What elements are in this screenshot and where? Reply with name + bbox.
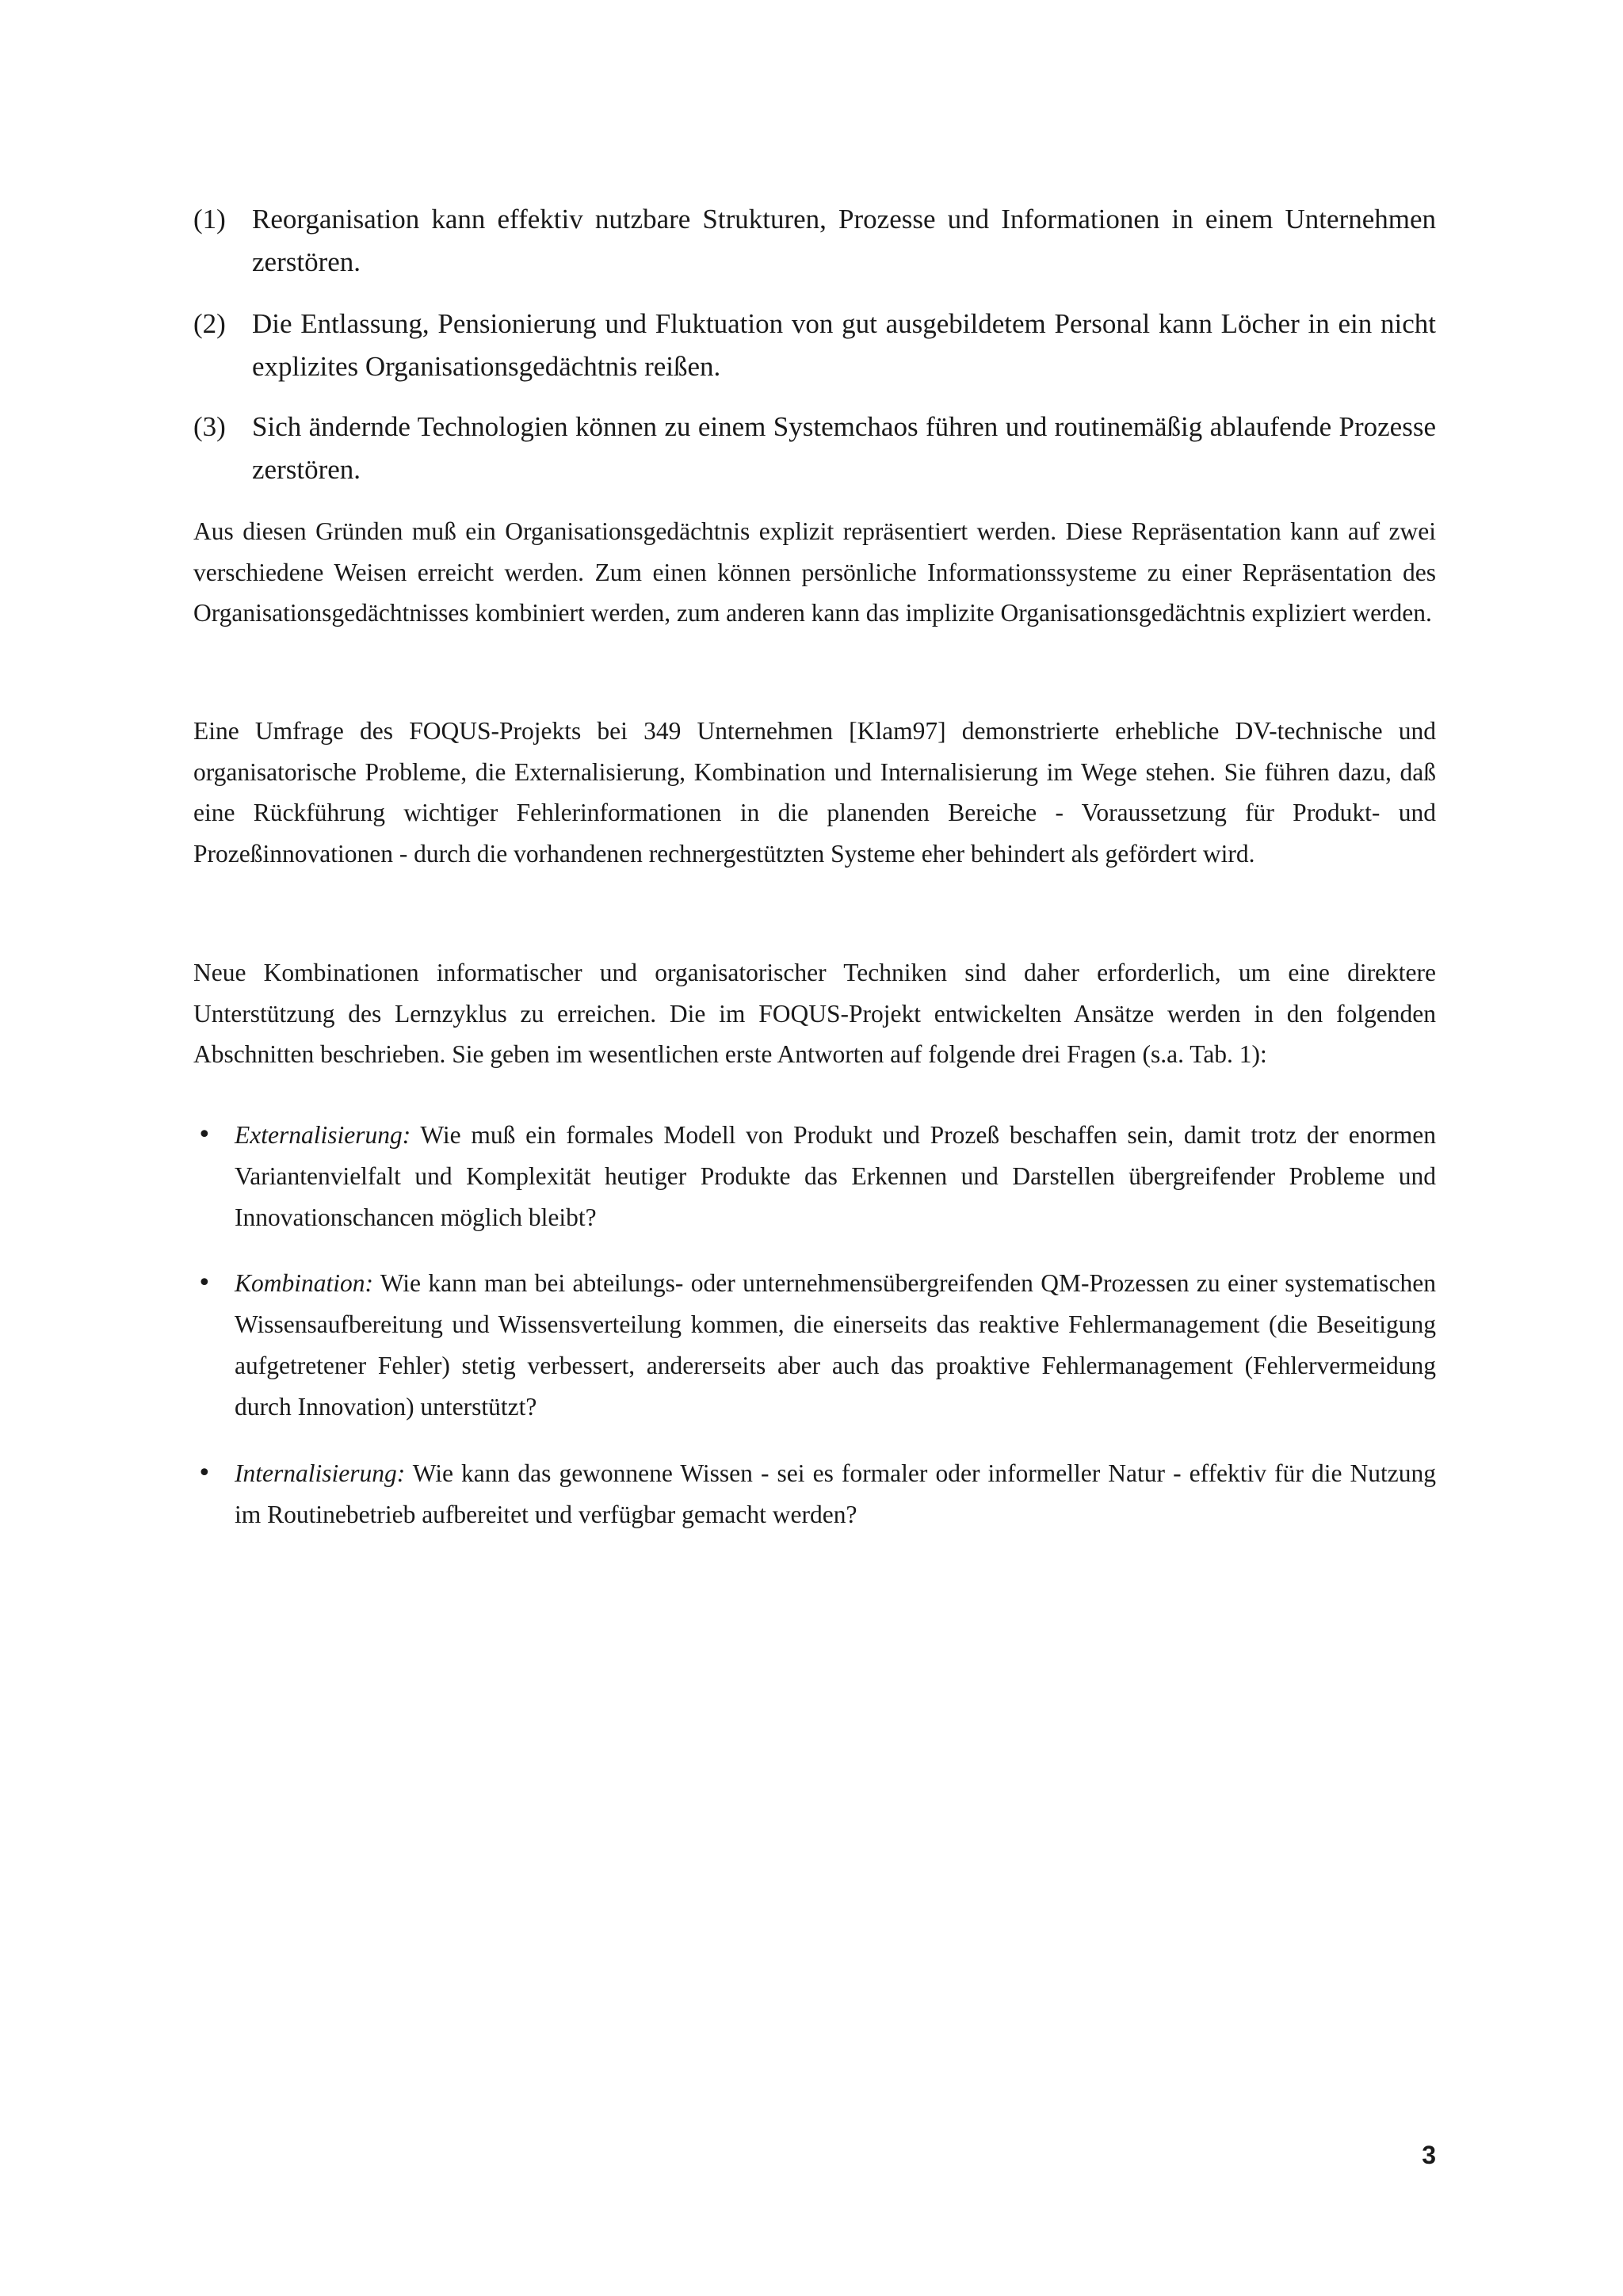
bullet-body: Wie kann man bei abteilungs- oder unternehmensübergreifenden QM-Prozessen zu einer systematischen Wissensaufbereitung und Wissensverteilung kommen, die einerseits das reaktive Fehlermanagement (die Beseitigung aufgetretener Fehler) stetig verbessert, andererseits aber auch das proaktive Fehlermanagement (Fehlervermeidung durch Innovation) unterstützt? [235,1269,1437,1421]
bullet-body: Wie kann das gewonnene Wissen - sei es formaler oder informeller Natur - effektiv für die Nutzung im Routinebetrieb aufbereitet und verfügbar gemacht werden? [235,1459,1436,1528]
bullet-icon: • [197,1269,212,1297]
item-number: (1) [193,204,226,235]
bullet-text [235,1453,1436,1535]
page-number: 3 [1422,2141,1436,2169]
bullet-icon: • [197,1459,212,1487]
bullet-term: Externalisierung: [235,1121,411,1149]
document-page [193,0,1436,2296]
bullet-text [235,1263,1436,1428]
numbered-item-1 [193,198,1436,284]
item-number: (2) [193,308,226,339]
bullet-externalisierung [193,1115,1436,1238]
item-text: Reorganisation kann effektiv nutzbare Strukturen, Prozesse und Informationen in einem Unternehmen zerstören. [252,204,1436,277]
paragraph-umfrage: Eine Umfrage des FOQUS-Projekts bei 349 Unternehmen [Klam97] demonstrierte erhebliche DV-technische und organisatorische Probleme, die Externalisierung, Kombination und Internalisierung im Wege stehen. Sie führen dazu, daß eine Rückführung wichtiger Fehlerinformationen in die planenden Bereiche - Voraussetzung für Produkt- und Prozeßinnovationen - durch die vorhandenen rechnergestützten Systeme eher behindert als gefördert wird. [193,717,1436,868]
bullet-icon: • [197,1121,212,1149]
bullet-kombination [193,1263,1436,1428]
numbered-item-3 [193,406,1436,491]
bullet-internalisierung [193,1453,1436,1535]
item-number: (3) [193,411,226,442]
item-text: Die Entlassung, Pensionierung und Fluktuation von gut ausgebildetem Personal kann Löcher in ein nicht explizites Organisationsgedächtnis reißen. [252,308,1436,382]
bullet-term: Internalisierung: [235,1459,406,1487]
paragraph-organisationsgedaechtnis: Aus diesen Gründen muß ein Organisationsgedächtnis explizit repräsentiert werden. Diese Repräsentation kann auf zwei verschiedene Weisen erreicht werden. Zum einen können persönliche Informationssysteme zu einer Repräsentation des Organisationsgedächtnisses kombiniert werden, zum anderen kann das implizite Organisationsgedächtnis expliziert werden. [193,517,1436,627]
bullet-body: Wie muß ein formales Modell von Produkt und Prozeß beschaffen sein, damit trotz der enormen Variantenvielfalt und Komplexität heutiger Produkte das Erkennen und Darstellen übergreifender Probleme und Innovationschancen möglich bleibt? [235,1121,1436,1231]
numbered-item-2 [193,303,1436,388]
bullet-text [235,1115,1436,1238]
paragraph-kombinationen: Neue Kombinationen informatischer und organisatorischer Techniken sind daher erforderlich, um eine direktere Unterstützung des Lernzyklus zu erreichen. Die im FOQUS-Projekt entwickelten Ansätze werden in den folgenden Abschnitten beschrieben. Sie geben im wesentlichen erste Antworten auf folgende drei Fragen (s.a. Tab. 1): [193,959,1436,1068]
bullet-term: Kombination: [235,1269,374,1297]
item-text: Sich ändernde Technologien können zu einem Systemchaos führen und routinemäßig ablaufende Prozesse zerstören. [252,411,1436,485]
